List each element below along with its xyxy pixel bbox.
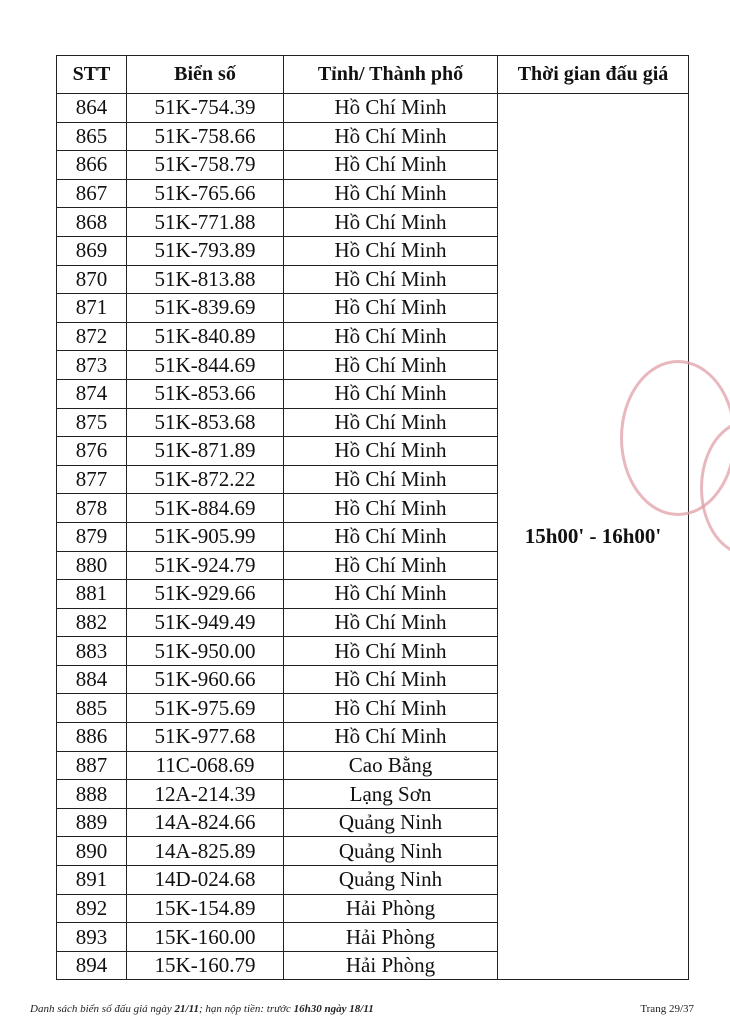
footer-payment-deadline: 16h30 ngày 18/11 — [293, 1003, 374, 1015]
cell-stt: 884 — [57, 665, 127, 694]
cell-province: Hồ Chí Minh — [284, 379, 498, 408]
cell-province: Quảng Ninh — [284, 866, 498, 895]
cell-stt: 883 — [57, 637, 127, 666]
cell-plate: 51K-924.79 — [127, 551, 284, 580]
cell-plate: 51K-813.88 — [127, 265, 284, 294]
cell-stt: 873 — [57, 351, 127, 380]
header-plate: Biển số — [127, 56, 284, 94]
page-number: Trang 29/37 — [640, 1003, 694, 1015]
cell-stt: 889 — [57, 808, 127, 837]
cell-stt: 894 — [57, 951, 127, 980]
cell-province: Hải Phòng — [284, 951, 498, 980]
cell-province: Hồ Chí Minh — [284, 408, 498, 437]
cell-plate: 51K-839.69 — [127, 294, 284, 323]
cell-stt: 869 — [57, 236, 127, 265]
cell-plate: 51K-758.79 — [127, 151, 284, 180]
cell-stt: 877 — [57, 465, 127, 494]
footer-text-1: Danh sách biển số đấu giá ngày — [30, 1003, 175, 1015]
cell-stt: 890 — [57, 837, 127, 866]
header-stt: STT — [57, 56, 127, 94]
cell-province: Quảng Ninh — [284, 837, 498, 866]
header-auction-time: Thời gian đấu giá — [498, 56, 689, 94]
cell-province: Hồ Chí Minh — [284, 208, 498, 237]
cell-province: Hồ Chí Minh — [284, 294, 498, 323]
cell-plate: 51K-793.89 — [127, 236, 284, 265]
cell-province: Hồ Chí Minh — [284, 151, 498, 180]
footer-note — [30, 1003, 374, 1015]
cell-stt: 870 — [57, 265, 127, 294]
cell-province: Lạng Sơn — [284, 780, 498, 809]
footer-auction-date: 21/11 — [174, 1003, 199, 1015]
cell-province: Hồ Chí Minh — [284, 236, 498, 265]
cell-plate: 51K-758.66 — [127, 122, 284, 151]
cell-stt: 871 — [57, 294, 127, 323]
cell-province: Hồ Chí Minh — [284, 265, 498, 294]
cell-plate: 51K-929.66 — [127, 580, 284, 609]
cell-stt: 881 — [57, 580, 127, 609]
cell-plate: 51K-950.00 — [127, 637, 284, 666]
cell-plate: 11C-068.69 — [127, 751, 284, 780]
cell-plate: 15K-160.79 — [127, 951, 284, 980]
plate-auction-table — [56, 55, 689, 980]
cell-province: Hồ Chí Minh — [284, 522, 498, 551]
cell-plate: 51K-771.88 — [127, 208, 284, 237]
cell-stt: 880 — [57, 551, 127, 580]
table-body — [57, 94, 689, 980]
table-header-row — [57, 56, 689, 94]
cell-stt: 886 — [57, 723, 127, 752]
cell-auction-time: 15h00' - 16h00' — [498, 94, 689, 980]
cell-province: Hồ Chí Minh — [284, 465, 498, 494]
cell-province: Hồ Chí Minh — [284, 179, 498, 208]
cell-plate: 51K-949.49 — [127, 608, 284, 637]
cell-stt: 885 — [57, 694, 127, 723]
cell-stt: 874 — [57, 379, 127, 408]
header-province: Tỉnh/ Thành phố — [284, 56, 498, 94]
cell-stt: 891 — [57, 866, 127, 895]
cell-province: Hồ Chí Minh — [284, 723, 498, 752]
cell-plate: 51K-853.68 — [127, 408, 284, 437]
cell-province: Hồ Chí Minh — [284, 351, 498, 380]
cell-plate: 51K-884.69 — [127, 494, 284, 523]
cell-plate: 15K-160.00 — [127, 923, 284, 952]
cell-province: Hồ Chí Minh — [284, 551, 498, 580]
cell-plate: 51K-960.66 — [127, 665, 284, 694]
cell-province: Cao Bằng — [284, 751, 498, 780]
cell-plate: 51K-977.68 — [127, 723, 284, 752]
cell-stt: 892 — [57, 894, 127, 923]
cell-stt: 867 — [57, 179, 127, 208]
cell-province: Hồ Chí Minh — [284, 437, 498, 466]
cell-stt: 887 — [57, 751, 127, 780]
cell-stt: 876 — [57, 437, 127, 466]
cell-stt: 879 — [57, 522, 127, 551]
cell-province: Quảng Ninh — [284, 808, 498, 837]
cell-plate: 51K-905.99 — [127, 522, 284, 551]
cell-province: Hồ Chí Minh — [284, 580, 498, 609]
footer-text-2: ; hạn nộp tiền: trước — [198, 1003, 294, 1015]
cell-stt: 868 — [57, 208, 127, 237]
cell-plate: 51K-975.69 — [127, 694, 284, 723]
cell-plate: 14A-825.89 — [127, 837, 284, 866]
cell-province: Hồ Chí Minh — [284, 122, 498, 151]
cell-plate: 51K-872.22 — [127, 465, 284, 494]
cell-province: Hồ Chí Minh — [284, 494, 498, 523]
cell-province: Hồ Chí Minh — [284, 637, 498, 666]
cell-stt: 875 — [57, 408, 127, 437]
cell-stt: 866 — [57, 151, 127, 180]
cell-plate: 14A-824.66 — [127, 808, 284, 837]
cell-stt: 864 — [57, 94, 127, 123]
cell-province: Hải Phòng — [284, 923, 498, 952]
cell-plate: 51K-844.69 — [127, 351, 284, 380]
cell-stt: 893 — [57, 923, 127, 952]
cell-plate: 12A-214.39 — [127, 780, 284, 809]
cell-province: Hồ Chí Minh — [284, 322, 498, 351]
cell-province: Hồ Chí Minh — [284, 665, 498, 694]
cell-plate: 51K-765.66 — [127, 179, 284, 208]
cell-province: Hồ Chí Minh — [284, 608, 498, 637]
cell-stt: 882 — [57, 608, 127, 637]
table-row — [57, 94, 689, 123]
cell-plate: 15K-154.89 — [127, 894, 284, 923]
cell-plate: 51K-853.66 — [127, 379, 284, 408]
cell-province: Hồ Chí Minh — [284, 94, 498, 123]
cell-province: Hồ Chí Minh — [284, 694, 498, 723]
cell-stt: 872 — [57, 322, 127, 351]
cell-plate: 51K-871.89 — [127, 437, 284, 466]
cell-plate: 51K-754.39 — [127, 94, 284, 123]
cell-stt: 865 — [57, 122, 127, 151]
cell-province: Hải Phòng — [284, 894, 498, 923]
cell-plate: 51K-840.89 — [127, 322, 284, 351]
cell-stt: 878 — [57, 494, 127, 523]
cell-plate: 14D-024.68 — [127, 866, 284, 895]
cell-stt: 888 — [57, 780, 127, 809]
